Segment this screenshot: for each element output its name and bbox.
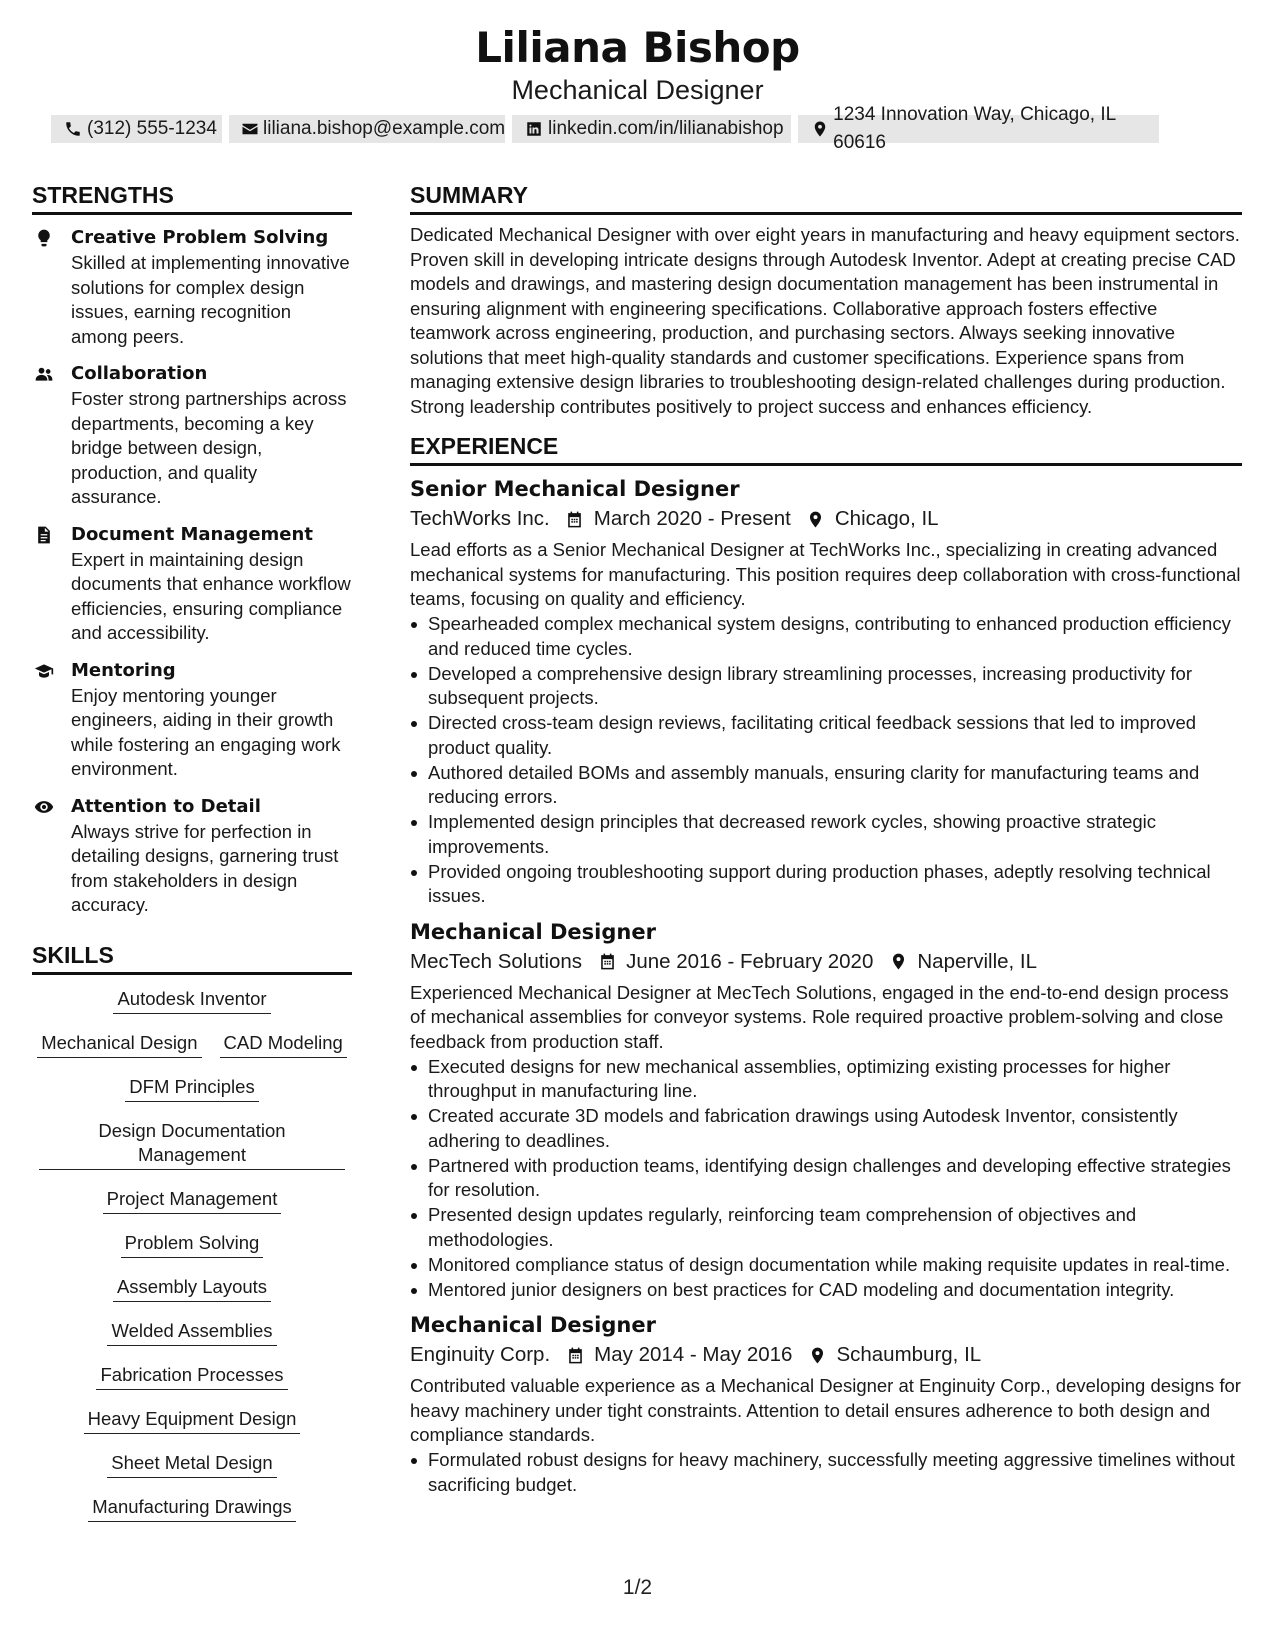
skills-heading: SKILLS [32,938,352,975]
strength-description: Expert in maintaining design documents that enhance workflow efficiencies, ensuring compliance and accessibility. [71,548,351,643]
location-icon [887,951,909,973]
calendar-icon [596,951,618,973]
skill-tag: Project Management [103,1187,282,1214]
linkedin-icon [524,119,544,139]
location-icon [806,1344,828,1366]
page-number: 1/2 [622,1576,653,1599]
job-bullets [410,1448,1242,1497]
bullet-item: Developed a comprehensive design library streamlining processes, increasing productivity for subsequent projects. [410,662,1242,711]
strength-description: Always strive for perfection in detailing designs, garnering trust from stakeholders in design accuracy. [71,820,339,915]
job-location: Naperville, IL [917,949,1038,973]
skill-tag: Sheet Metal Design [107,1451,276,1478]
skill-tag: Assembly Layouts [113,1275,271,1302]
users-icon [32,364,56,384]
skill-tag: Design Documentation Management [39,1119,345,1170]
skills-list [32,987,352,1522]
bullet-item: Created accurate 3D models and fabrication drawings using Autodesk Inventor, consistently adhering to deadlines. [410,1104,1242,1153]
candidate-title: Mechanical Designer [511,75,764,105]
contact-phone[interactable] [51,115,222,143]
skill-tag: Heavy Equipment Design [84,1407,301,1434]
strengths-list [32,225,352,918]
job-dates: March 2020 - Present [593,507,791,530]
bullet-item: Authored detailed BOMs and assembly manuals, ensuring clarity for manufacturing teams and reducing errors. [410,761,1242,810]
contact-address-text: 1234 Innovation Way, Chicago, IL 60616 [833,104,1116,153]
strength-title: Collaboration [71,363,208,384]
strength-item [32,794,352,918]
strength-description: Skilled at implementing innovative solutions for complex design issues, earning recognition among peers. [71,252,350,347]
skill-tag: DFM Principles [125,1075,258,1102]
lightbulb-icon [32,228,56,248]
job-bullets [410,612,1242,909]
job-title: Senior Mechanical Designer [410,477,740,501]
skill-tag: CAD Modeling [220,1031,347,1058]
strength-title: Creative Problem Solving [71,227,329,248]
right-column [410,178,1242,1497]
left-column [32,178,352,1539]
skill-tag: Fabrication Processes [96,1363,287,1390]
job-description: Lead efforts as a Senior Mechanical Designer at TechWorks Inc., specializing in creating advanced mechanical systems for manufacturing. This position requires deep collaboration with cross-functional teams, focusing on quality and efficiency. [410,539,1241,609]
job-dates: June 2016 - February 2020 [626,949,874,973]
strength-item [32,658,352,782]
job-dates: May 2014 - May 2016 [594,1343,793,1366]
strength-item [32,361,352,510]
bullet-item: Directed cross-team design reviews, facilitating critical feedback sessions that led to improved product quality. [410,711,1242,760]
bullet-item: Monitored compliance status of design documentation while making requisite updates in real-time. [410,1253,1242,1278]
resume-header [0,22,1275,106]
skill-tag: Welded Assemblies [107,1319,276,1346]
job-meta [410,947,1242,977]
job-entry [410,1310,1242,1497]
candidate-name: Liliana Bishop [475,23,800,72]
phone-icon [63,119,83,139]
location-icon [805,508,827,530]
job-entry [410,474,1242,909]
bullet-item: Spearheaded complex mechanical system designs, contributing to enhanced production efficiency and reduced time cycles. [410,612,1242,661]
job-company: TechWorks Inc. [410,507,550,530]
contact-linkedin-text: linkedin.com/in/lilianabishop [548,118,784,139]
job-location: Chicago, IL [834,507,939,530]
job-bullets [410,1055,1242,1303]
job-company: Enginuity Corp. [410,1343,551,1366]
contact-email[interactable] [229,115,505,143]
strengths-heading: STRENGTHS [32,178,352,215]
location-icon [810,119,829,139]
job-location: Schaumburg, IL [836,1343,982,1366]
skill-tag: Mechanical Design [37,1031,201,1058]
contact-linkedin[interactable] [512,115,791,143]
bullet-item: Mentored junior designers on best practices for CAD modeling and documentation integrity. [410,1278,1242,1303]
job-title: Mechanical Designer [410,1313,656,1337]
strength-description: Foster strong partnerships across departments, becoming a key bridge between design, production, and quality assurance. [71,388,347,507]
contact-address [798,104,1159,153]
contact-email-text: liliana.bishop@example.com [263,118,506,139]
calendar-icon [564,508,586,530]
skill-tag: Autodesk Inventor [113,987,270,1014]
strength-title: Attention to Detail [71,795,261,817]
job-description: Contributed valuable experience as a Mechanical Designer at Enginuity Corp., developing designs for heavy machinery under tight constraints. Attention to detail ensures adherence to both design and compliance standards. [410,1375,1241,1445]
job-meta [410,504,1242,534]
graduation-cap-icon [32,661,56,681]
bullet-item: Executed designs for new mechanical assemblies, optimizing existing processes for higher throughput in manufacturing line. [410,1055,1242,1104]
job-company: MecTech Solutions [410,949,583,973]
strength-title: Document Management [71,523,313,545]
strength-item [32,522,352,646]
email-icon [241,119,259,139]
bullet-item: Presented design updates regularly, reinforcing team comprehension of objectives and methodologies. [410,1203,1242,1252]
job-title: Mechanical Designer [410,919,656,944]
contact-phone-text: (312) 555-1234 [87,118,217,139]
summary-text: Dedicated Mechanical Designer with over eight years in manufacturing and heavy equipment sectors. Proven skill in developing intricate designs through Autodesk Inventor. Adept at creating precise CAD models and drawings, and mastering design documentation management has been instrumental in ensuring alignment with engineering specifications. Collaborative approach fosters effective teamwork across engineering, production, and purchasing sectors. Always seeking innovative solutions that meet high-quality standards and customer specifications. Experience spans from managing extensive design libraries to troubleshooting design-related challenges during production. Strong leadership contributes positively to project success and enhances efficiency. [410,224,1240,417]
job-meta [410,1340,1242,1370]
skill-tag: Manufacturing Drawings [88,1495,295,1522]
bullet-item: Formulated robust designs for heavy machinery, successfully meeting aggressive timelines without sacrificing budget. [410,1448,1242,1497]
skill-tag: Problem Solving [121,1231,264,1258]
experience-heading: EXPERIENCE [410,429,1242,466]
calendar-icon [564,1344,586,1366]
bullet-item: Partnered with production teams, identifying design challenges and developing effective strategies for resolution. [410,1154,1242,1203]
job-description: Experienced Mechanical Designer at MecTech Solutions, engaged in the end-to-end design process of mechanical assemblies for conveyor systems. Role required proactive problem-solving and close feedback from production staff. [410,981,1229,1052]
strength-description: Enjoy mentoring younger engineers, aiding in their growth while fostering an engaging work environment. [71,684,341,779]
eye-icon [32,797,56,817]
strength-item [32,225,352,349]
strength-title: Mentoring [71,659,176,681]
contact-bar [51,104,1221,153]
bullet-item: Provided ongoing troubleshooting support during production phases, adeptly resolving technical issues. [410,860,1242,909]
document-icon [32,525,56,545]
job-entry [410,917,1242,1303]
bullet-item: Implemented design principles that decreased rework cycles, showing proactive strategic improvements. [410,810,1242,859]
summary-heading: SUMMARY [410,178,1242,215]
